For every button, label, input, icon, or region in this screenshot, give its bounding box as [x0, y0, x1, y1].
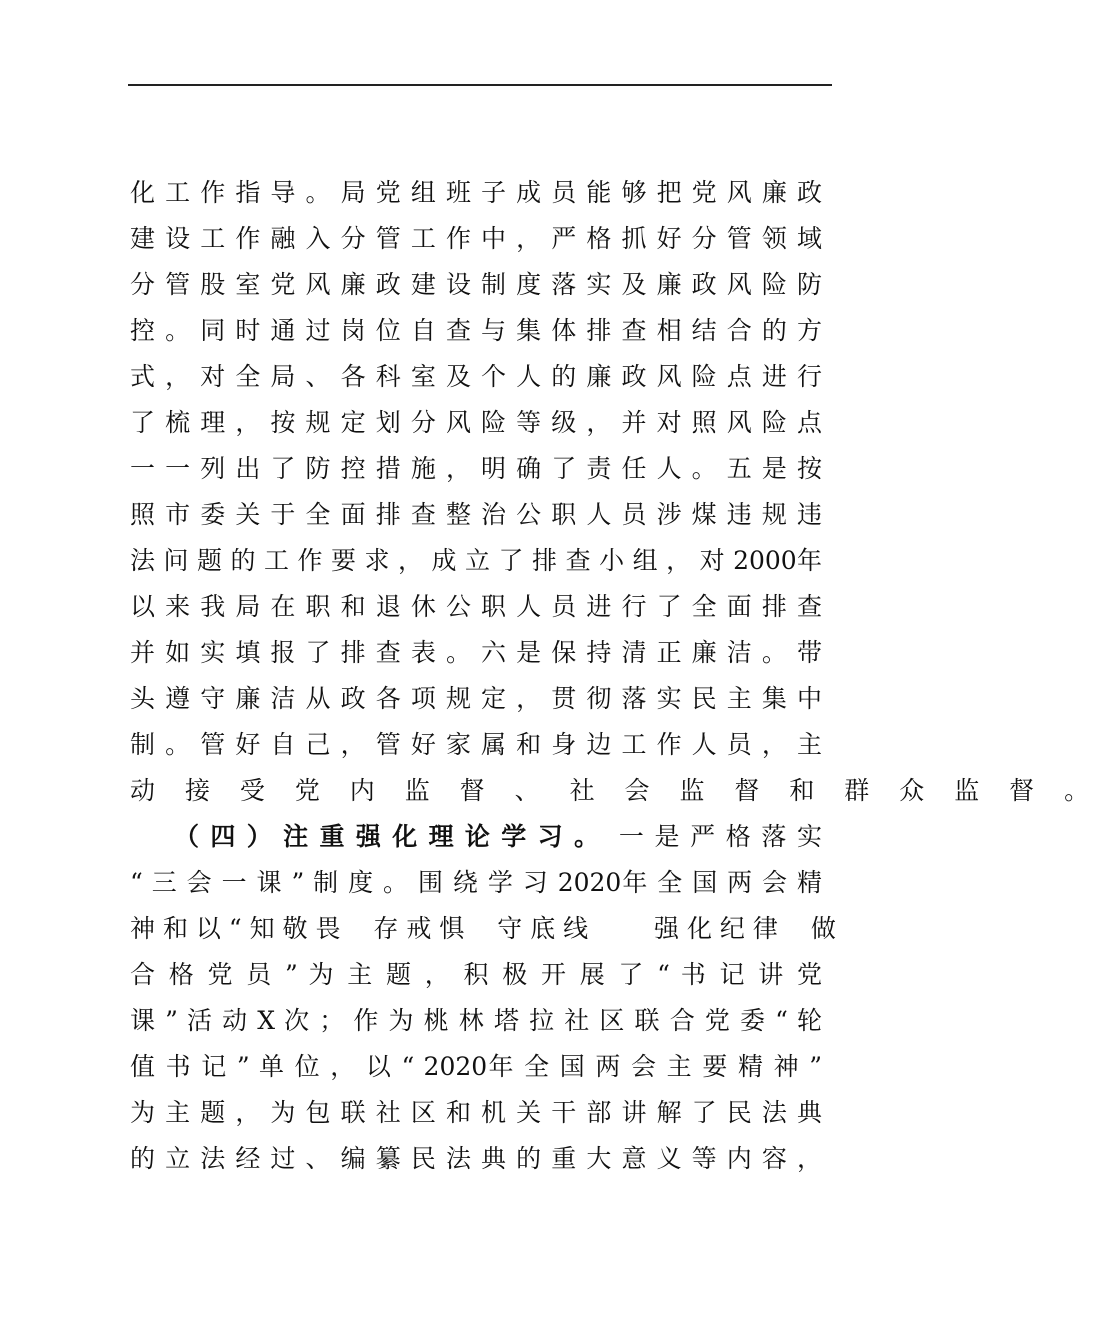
header-rule	[128, 84, 832, 86]
section-heading: （ 四 ） 注 重 强 化 理 论 学 习 。	[174, 822, 601, 851]
text-line: 并 如 实 填 报 了 排 查 表 。 六 是 保 持 清 正 廉 洁 。 带	[130, 638, 822, 667]
text-line: 课 ” 活 动 X 次 ； 作 为 桃 林 塔 拉 社 区 联 合 党 委 “ 轮	[130, 1006, 822, 1035]
document-body	[130, 170, 1100, 1182]
text-line: 为 主 题 ， 为 包 联 社 区 和 机 关 干 部 讲 解 了 民 法 典	[130, 1098, 822, 1127]
text-line: 值 书 记 ” 单 位 ， 以 “ 2020年 全 国 两 会 主 要 精 神 ”	[130, 1052, 822, 1081]
text-line: 神 和 以 “ 知 敬 畏 存 戒 惧 守 底 线 强 化 纪 律 做	[130, 914, 836, 943]
text-line: 一 一 列 出 了 防 控 措 施 ， 明 确 了 责 任 人 。 五 是 按	[130, 454, 822, 483]
text-line: 制 。 管 好 自 己 ， 管 好 家 属 和 身 边 工 作 人 员 ， 主	[130, 730, 822, 759]
section-heading-line	[130, 814, 822, 860]
text-line: 照 市 委 关 于 全 面 排 查 整 治 公 职 人 员 涉 煤 违 规 违	[130, 500, 822, 529]
text-line: 法 问 题 的 工 作 要 求 ， 成 立 了 排 查 小 组 ， 对 2000年	[130, 546, 822, 575]
text-line: 了 梳 理 ， 按 规 定 划 分 风 险 等 级 ， 并 对 照 风 险 点	[130, 408, 822, 437]
text-line: 动 接 受 党 内 监 督 、 社 会 监 督 和 群 众 监 督 。	[130, 776, 1100, 805]
text-line: 建 设 工 作 融 入 分 管 工 作 中 ， 严 格 抓 好 分 管 领 域	[130, 224, 822, 253]
section-heading-rest: 一 是 严 格 落 实	[618, 822, 822, 851]
text-line: 以 来 我 局 在 职 和 退 休 公 职 人 员 进 行 了 全 面 排 查	[130, 592, 822, 621]
text-line: 合 格 党 员 ” 为 主 题 ， 积 极 开 展 了 “ 书 记 讲 党	[130, 960, 822, 989]
text-line: 化 工 作 指 导 。 局 党 组 班 子 成 员 能 够 把 党 风 廉 政	[130, 178, 822, 207]
text-line: 分 管 股 室 党 风 廉 政 建 设 制 度 落 实 及 廉 政 风 险 防	[130, 270, 822, 299]
text-line: 控 。 同 时 通 过 岗 位 自 查 与 集 体 排 查 相 结 合 的 方	[130, 316, 822, 345]
text-line: 头 遵 守 廉 洁 从 政 各 项 规 定 ， 贯 彻 落 实 民 主 集 中	[130, 684, 822, 713]
text-line: 式 ， 对 全 局 、 各 科 室 及 个 人 的 廉 政 风 险 点 进 行	[130, 362, 822, 391]
text-line: “ 三 会 一 课 ” 制 度 。 围 绕 学 习 2020年 全 国 两 会 精	[130, 868, 822, 897]
text-line: 的 立 法 经 过 、 编 纂 民 法 典 的 重 大 意 义 等 内 容 ，	[130, 1144, 822, 1173]
